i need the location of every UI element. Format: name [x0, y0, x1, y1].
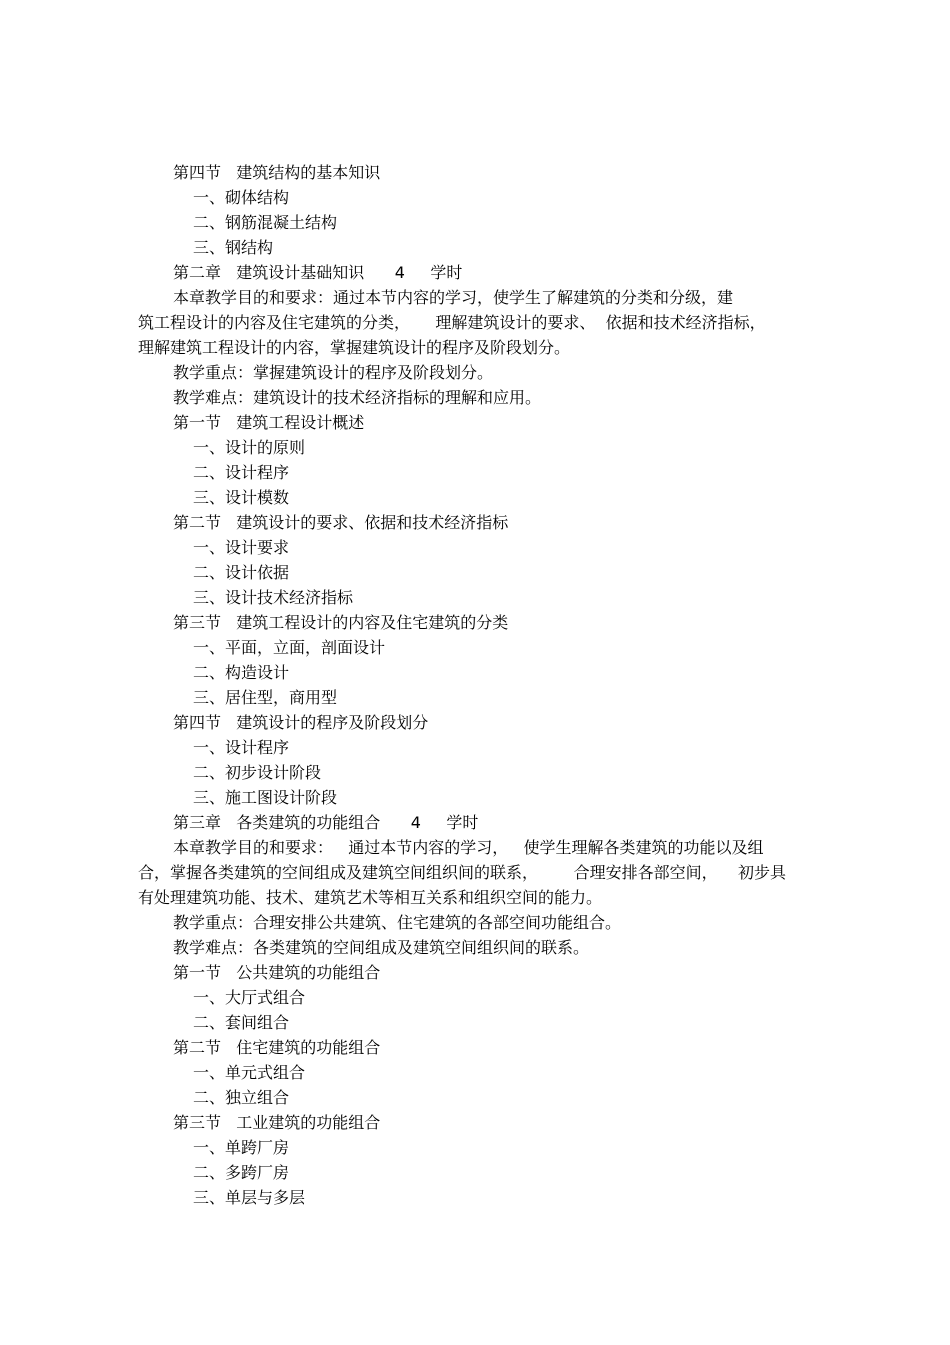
list-item: 三、设计模数 — [193, 488, 290, 507]
list-item: 一、单元式组合 — [193, 1063, 306, 1082]
list-item: 二、设计程序 — [193, 463, 290, 482]
chapter-objectives-paragraph — [138, 835, 838, 910]
section-heading: 第二节 住宅建筑的功能组合 — [173, 1038, 381, 1057]
list-item: 三、钢结构 — [193, 238, 274, 257]
section-heading: 第三节 建筑工程设计的内容及住宅建筑的分类 — [173, 613, 509, 632]
list-item: 二、独立组合 — [193, 1088, 290, 1107]
list-item: 一、设计要求 — [193, 538, 290, 557]
paragraph-line: 本章教学目的和要求： 通过本节内容的学习， 使学生理解各类建筑的功能以及组 — [173, 838, 764, 857]
difficult-points: 教学难点：建筑设计的技术经济指标的理解和应用。 — [173, 388, 542, 407]
list-item: 一、单跨厂房 — [193, 1138, 290, 1157]
list-item: 三、单层与多层 — [193, 1188, 306, 1207]
difficult-points: 教学难点：各类建筑的空间组成及建筑空间组织间的联系。 — [173, 938, 590, 957]
key-points: 教学重点：掌握建筑设计的程序及阶段划分。 — [173, 363, 494, 382]
section-heading: 第三节 工业建筑的功能组合 — [173, 1113, 381, 1132]
list-item: 三、居住型，商用型 — [193, 688, 338, 707]
list-item: 一、设计程序 — [193, 738, 290, 757]
chapter-heading: 第二章 建筑设计基础知识 4 学时 — [173, 263, 463, 282]
list-item: 三、施工图设计阶段 — [193, 788, 338, 807]
list-item: 二、初步设计阶段 — [193, 763, 322, 782]
section-heading: 第四节 建筑结构的基本知识 — [173, 163, 381, 182]
section-heading: 第一节 公共建筑的功能组合 — [173, 963, 381, 982]
list-item: 二、钢筋混凝土结构 — [193, 213, 338, 232]
list-item: 一、设计的原则 — [193, 438, 306, 457]
chapter-objectives-paragraph — [138, 285, 838, 360]
paragraph-line: 有处理建筑功能、技术、建筑艺术等相互关系和组织空间的能力。 — [138, 888, 603, 907]
section-heading: 第四节 建筑设计的程序及阶段划分 — [173, 713, 429, 732]
paragraph-line: 本章教学目的和要求：通过本节内容的学习，使学生了解建筑的分类和分级，建 — [173, 288, 734, 307]
list-item: 一、大厅式组合 — [193, 988, 306, 1007]
list-item: 二、多跨厂房 — [193, 1163, 290, 1182]
section-heading: 第二节 建筑设计的要求、依据和技术经济指标 — [173, 513, 509, 532]
list-item: 二、构造设计 — [193, 663, 290, 682]
paragraph-line: 筑工程设计的内容及住宅建筑的分类， 理解建筑设计的要求、 依据和技术经济指标， — [138, 313, 766, 332]
section-heading: 第一节 建筑工程设计概述 — [173, 413, 365, 432]
list-item: 一、平面，立面，剖面设计 — [193, 638, 386, 657]
list-item: 二、设计依据 — [193, 563, 290, 582]
paragraph-line: 理解建筑工程设计的内容，掌握建筑设计的程序及阶段划分。 — [138, 338, 571, 357]
paragraph-line: 合，掌握各类建筑的空间组成及建筑空间组织间的联系， 合理安排各部空间， 初步具 — [138, 863, 786, 882]
key-points: 教学重点：合理安排公共建筑、住宅建筑的各部空间功能组合。 — [173, 913, 622, 932]
chapter-heading: 第三章 各类建筑的功能组合 4 学时 — [173, 813, 479, 832]
list-item: 三、设计技术经济指标 — [193, 588, 354, 607]
list-item: 二、套间组合 — [193, 1013, 290, 1032]
list-item: 一、砌体结构 — [193, 188, 290, 207]
